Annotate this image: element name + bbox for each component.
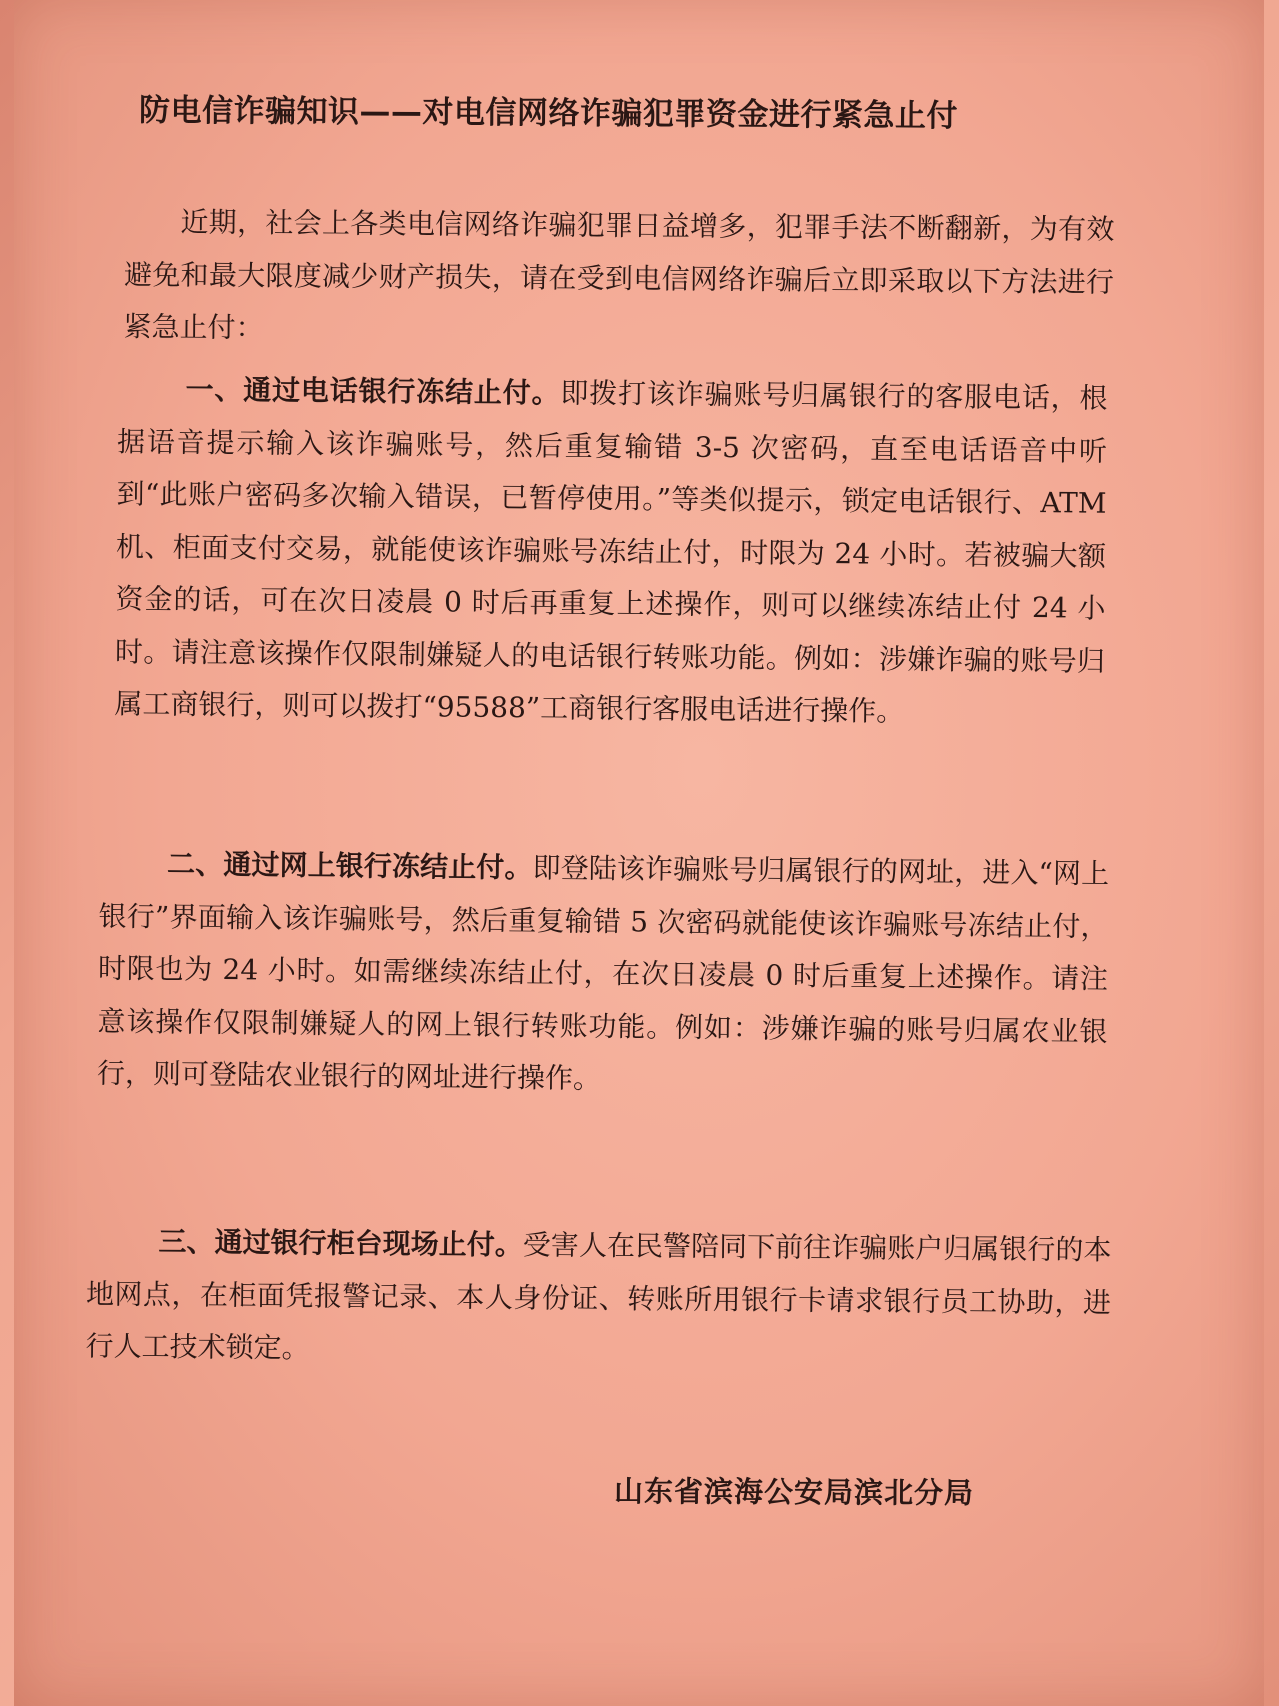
issuer-signature: 山东省滨海公安局滨北分局 bbox=[613, 1474, 975, 1510]
section-body: 受害人在民警陪同下前往诈骗账户归属银行的本地网点，在柜面凭报警记录、本人身份证、转账所用银行卡请求银行员工协助，进行人工技术锁定。 bbox=[85, 1228, 1112, 1365]
intro-paragraph: 近期，社会上各类电信网络诈骗犯罪日益增多，犯罪手法不断翻新，为有效避免和最大限度减少财产损失，请在受到电信网络诈骗后立即采取以下方法进行紧急止付： bbox=[123, 205, 1115, 345]
section-body: 即拨打该诈骗账号归属银行的客服电话，根据语音提示输入该诈骗账号，然后重复输错 3-5 次密码，直至电话语音中听到“此账户密码多次输入错误，已暂停使用。”等类似提示，锁定电话银行、ATM 机、柜面支付交易，就能使该诈骗账号冻结止付，时限为 24 小时。若被骗大额资金的话，可在次日凌晨 0 时后再重复上述操作，则可以继续冻结止付 24 小时。请注意该操作仅限制嫌疑人的电话银行转账功能。例如：涉嫌诈骗的账号归属工商银行，则可以拨打“95588”工商银行客服电话进行操作。 bbox=[114, 376, 1108, 728]
section-bank-counter bbox=[85, 1216, 1111, 1382]
paper-sheet bbox=[14, 0, 1264, 1706]
document-title: 防电信诈骗知识——对电信网络诈骗犯罪资金进行紧急止付 bbox=[138, 92, 959, 135]
notice-document bbox=[14, 0, 1264, 1706]
section-online-banking bbox=[97, 838, 1110, 1111]
section-phone-banking bbox=[114, 363, 1107, 740]
section-heading: 一、通过电话银行冻结止付。 bbox=[185, 372, 561, 410]
section-heading: 二、通过网上银行冻结止付。 bbox=[166, 847, 533, 885]
section-body: 即登陆该诈骗账号归属银行的网址，进入“网上银行”界面输入该诈骗账号，然后重复输错 5 次密码就能使该诈骗账号冻结止付，时限也为 24 小时。如需继续冻结止付，在次日凌晨 0 时后重复上述操作。请注意该操作仅限制嫌疑人的网上银行转账功能。例如：涉嫌诈骗的账号归属农业银行，则可登陆农业银行的网址进行操作。 bbox=[96, 851, 1110, 1095]
section-heading: 三、通过银行柜台现场止付。 bbox=[158, 1225, 524, 1262]
